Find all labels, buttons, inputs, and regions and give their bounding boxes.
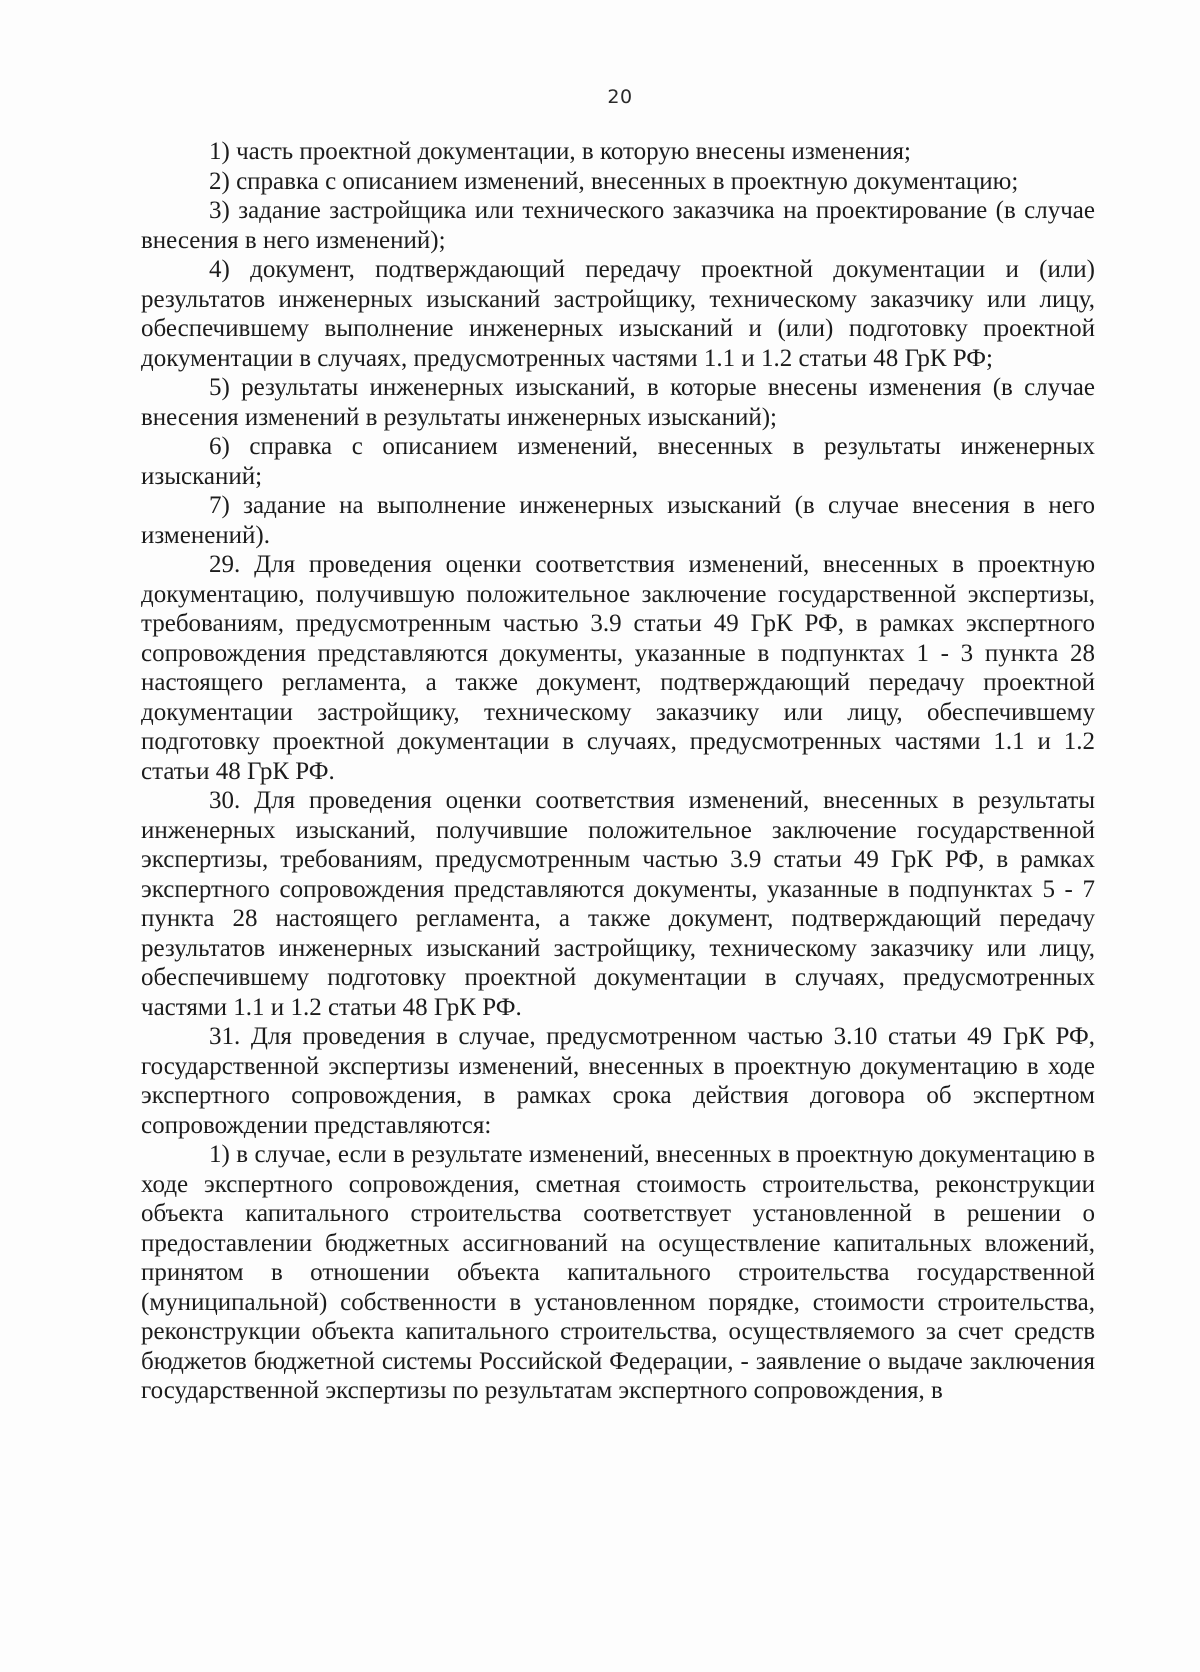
list-item-1: 1) часть проектной документации, в которую внесены изменения;	[209, 138, 912, 165]
list-item-4: 4) документ, подтверждающий передачу проектной документации и (или) результатов инженерных изысканий застройщику, техническому заказчику или лицу, обеспечившему выполнение инженерных изысканий и (или) подготовку проектной документации в случаях, предусмотренных частями 1.1 и 1.2 статьи 48 ГрК РФ;	[141, 256, 1095, 372]
clause-31-subitem-1: 1) в случае, если в результате изменений, внесенных в проектную документацию в ходе экспертного сопровождения, сметная стоимость строительства, реконструкции объекта капитального строительства соответствует установленной в решении о предоставлении бюджетных ассигнований на осуществление капитальных вложений, принятом в отношении объекта капитального строительства государственной (муниципальной) собственности в установленном порядке, стоимости строительства, реконструкции объекта капитального строительства, осуществляемого за счет средств бюджетов бюджетной системы Российской Федерации, - заявление о выдаче заключения государственной экспертизы по результатам экспертного сопровождения, в	[141, 1141, 1095, 1404]
list-item-7: 7) задание на выполнение инженерных изысканий (в случае внесения в него изменений).	[141, 492, 1095, 549]
clause-29: 29. Для проведения оценки соответствия изменений, внесенных в проектную документацию, получившую положительное заключение государственной экспертизы, требованиям, предусмотренным частью 3.9 статьи 49 ГрК РФ, в рамках экспертного сопровождения представляются документы, указанные в подпунктах 1 - 3 пункта 28 настоящего регламента, а также документ, подтверждающий передачу проектной документации застройщику, техническому заказчику или лицу, обеспечившему подготовку проектной документации в случаях, предусмотренных частями 1.1 и 1.2 статьи 48 ГрК РФ.	[141, 551, 1095, 785]
list-item-2: 2) справка с описанием изменений, внесенных в проектную документацию;	[209, 167, 1019, 195]
clause-31: 31. Для проведения в случае, предусмотренном частью 3.10 статьи 49 ГрК РФ, государственной экспертизы изменений, внесенных в проектную документацию в ходе экспертного сопровождения, в рамках срока действия договора об экспертном сопровождении представляются:	[141, 1023, 1095, 1139]
list-item-3: 3) задание застройщика или технического заказчика на проектирование (в случае внесения в него изменений);	[141, 197, 1095, 254]
list-item-6: 6) справка с описанием изменений, внесенных в результаты инженерных изысканий;	[141, 433, 1095, 490]
clause-30: 30. Для проведения оценки соответствия изменений, внесенных в результаты инженерных изысканий, получившие положительное заключение государственной экспертизы, требованиям, предусмотренным частью 3.9 статьи 49 ГрК РФ, в рамках экспертного сопровождения представляются документы, указанные в подпунктах 5 - 7 пункта 28 настоящего регламента, а также документ, подтверждающий передачу результатов инженерных изысканий застройщику, техническому заказчику или лицу, обеспечившему подготовку проектной документации в случаях, предусмотренных частями 1.1 и 1.2 статьи 48 ГрК РФ.	[141, 787, 1095, 1021]
list-item-5: 5) результаты инженерных изысканий, в которые внесены изменения (в случае внесения изменений в результаты инженерных изысканий);	[141, 374, 1095, 431]
page-number: 20	[607, 86, 633, 108]
document-body	[141, 137, 1095, 1406]
